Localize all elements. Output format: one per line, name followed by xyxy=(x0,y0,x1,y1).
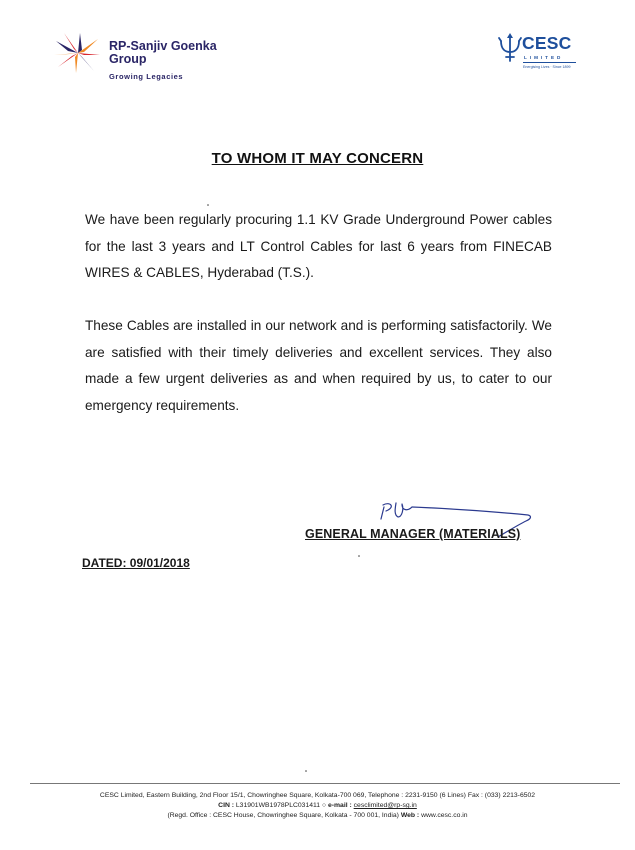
scan-speck xyxy=(358,555,360,557)
cin-value: L31901WB1978PLC031411 xyxy=(235,802,321,809)
regd-office: (Regd. Office : CESC House, Chowringhee Square, Kolkata - 700 001, India) xyxy=(167,812,399,819)
scan-speck xyxy=(305,770,307,772)
email-label: e-mail : xyxy=(327,802,352,809)
footer xyxy=(0,791,635,821)
company-logo-text: CESC xyxy=(522,33,572,53)
letter-date: DATED: 09/01/2018 xyxy=(82,556,190,570)
cin-label: CIN : xyxy=(218,802,235,809)
web-label: Web : xyxy=(400,812,420,819)
email-link[interactable]: cesclimited@rp-sg.in xyxy=(353,802,417,809)
letter-title: TO WHOM IT MAY CONCERN xyxy=(211,150,424,167)
signatory-title: GENERAL MANAGER (MATERIALS) xyxy=(305,527,521,541)
footer-cin-email xyxy=(0,801,635,811)
group-name-line1: RP-Sanjiv Goenka xyxy=(109,39,217,53)
trident-icon xyxy=(497,33,523,63)
logo-divider xyxy=(523,62,576,63)
group-name xyxy=(109,40,217,66)
bullet-separator: ○ xyxy=(321,802,327,809)
group-tagline: Growing Legacies xyxy=(109,72,184,81)
footer-regd-web xyxy=(0,811,635,821)
letter-paragraph-1: We have been regularly procuring 1.1 KV Grade Underground Power cables for the last 3 years and LT Control Cables for last 6 years from FINECAB WIRES & CABLES, Hyderabad (T.S.). xyxy=(85,212,552,280)
footer-address: CESC Limited, Eastern Building, 2nd Floor 15/1, Chowringhee Square, Kolkata-700 069, Telephone : 2231-9150 (6 Lines) Fax : (033) 2213-6502 xyxy=(99,792,536,799)
letter-paragraph-2: These Cables are installed in our network and is performing satisfactorily. We are satisfied with their timely deliveries and excellent services. They also made a few urgent deliveries as and when required by us, to cater to our emergency requirements. xyxy=(85,318,552,413)
rpsg-logo-icon xyxy=(54,33,100,73)
group-name-line2: Group xyxy=(109,52,147,66)
footer-divider xyxy=(30,783,620,784)
company-logo-sub: LIMITED xyxy=(524,55,564,60)
web-link[interactable]: www.cesc.co.in xyxy=(421,812,468,819)
company-tagline: Energising Lives · Since 1899 xyxy=(523,65,571,69)
scan-speck xyxy=(207,204,209,206)
